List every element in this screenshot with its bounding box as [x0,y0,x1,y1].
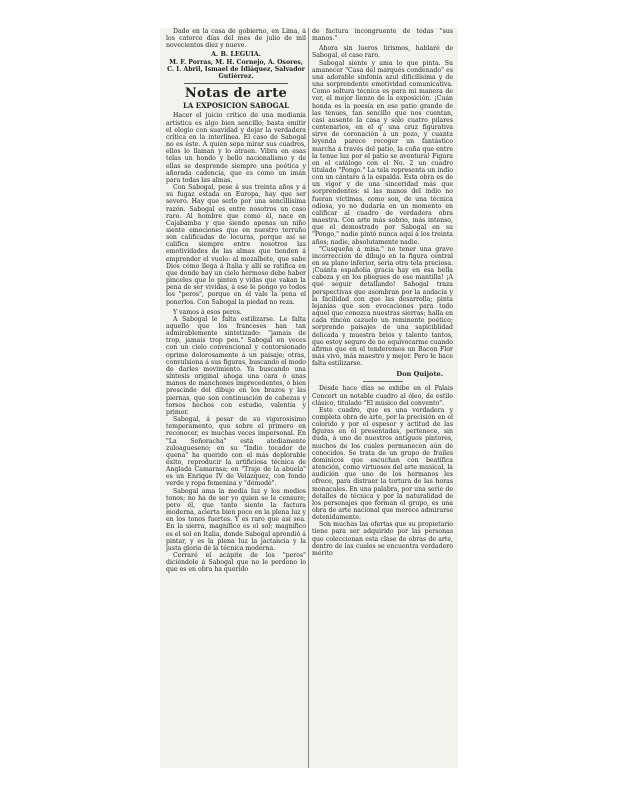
article-paragraph: Hacer el juicio crítico de una mediania artística es algo bien sencillo; basta emitir el elogio con suavidad y dejar la verdadera crítica en la interlínea. El caso de Sabogal no es éste. A quien sepa mirar sus cuadros, ellos lo llaman y lo atraen. Vibra en esas telas un hondo y bello nacionalismo y de ellas se desprende siempre una poética y añorada cadencia, que es como un imán para todas las almas. [166,112,306,184]
article-paragraph: de factura incongruente de todas "sus manos." [312,28,453,43]
section-divider [363,381,403,382]
right-column [312,28,453,768]
left-column [166,28,306,768]
article-paragraph: Desde hace días se exhibe en el Palais Concert un notable cuadro al óleo, de estilo clásico, titulado "El músico del convento". [312,385,453,407]
decree-signature: A. B. LEGUIA. [211,50,261,59]
article-paragraph: Con Sabogal, pese á sus treinta años y á su fugaz estada en Europa, hay que ser severo. Hay que serlo por una sencillísima razón. Sabogal es entre nosotros un caso raro. Al hombre que como él, nace en Cajabamba y que siendo apenas un niño siente emociones que en nuestro terruño son calificadas de locuras, porque así se califica siempre entre nosotros las emotividades de las almas que tienden á emprender el vuelo: al mozalbete, que sabe Dios cómo llega á Italia y allí se ratifica en que donde hay un cielo hermoso debe haber pinceles que lo pinten y vidas que vakan la pena de ser vividas, á ese le pongo yo todos los "peros", porque en él vale la pena el ponerlos. Con Sabogal la piedad no reza. [166,184,306,306]
decree-cosigners: M. F. Porras, M. H. Cornejo, A. Osores, C. I. Abril, Ismael de Idiáquez, Salvador Gutiérrez. [167,58,305,81]
decree-closing: Dado en la casa de gobierno, en Lima, á los catorce días del mes de julio de mil novecientos diez y nueve. [166,28,306,50]
article-paragraph: Sabogal siente y ama lo que pinta. Su amanecer "Casa del marqués condenado" es una adorable sinfonía azul dificilísima y de una sorprendente emotividad comunicativa. Como soltura técnica es para mi manera de ver, el mejor lienzo de la exposición. ¡Cuán honda es la poesía en ese patio grande de las tenues, tan sencillo que nos cuentan, casi ausente la casa y solo cuatro pilares centenarios, en el q' una cruz figurativa sirve de coronación á un pozo, y cuanta leyenda parece recoger un fantástico marcha á través del patio, la cuña que entre la tenue luz por el patio se aventura! Figura en el catálogo con el No. 2 un cuadro titulado "Pongo." La tela representa un indio con un cántaro á la espalda. Esta obra es de un vigor y de una sinceridad más que sorprendentes: si las manos del indio no fueran víctimas, como son, de una técnica odiosa, yo no dudaría en un momento en calificar al cuadro de verdadera obra maestra. Con arte más sobrio, más intenso, que el demostrado por Sabogal en su "Pongo," nadie pintó nunca aquí á los treinta años; nadie, absolutamente nadie. [312,59,453,246]
article-paragraph: Ahora sin lueros lirismos, hablaré de Sabogal, el caso raro. [312,45,453,60]
article-paragraph: Sabogal ama la media luz y los medios tonos; no ha de ser yo quien se le censure; pero él, que tanto siente la factura moderna, acierta bien poco en la plena luz y en los tonos fuertes. Y es raro que así sea. En la sierra, magnífico es el sol; magnífico es el sol en Italia, donde Sabogal aprendió á pintar, y es la plena luz la jactancia y la justa gloria de la técnica moderna. [166,487,306,552]
article-paragraph: Son muchas las ofertas que su propietario tiene para ser adquirido por las personas que coleccionan esta clase de obras de arte, dentro de las cuales se encuentra verdadero mérito [312,521,453,557]
article-paragraph: Sabogal, á pesar de su vigorosísimo temperamento, que sobre el primero en reconocer, es muchas veces impersonal. En "La Señoracha" está atediamente zuloagueseno; en su "Indio tocador de quena" ha querido con el más deplorable éxito, reproducir la artificiosa técnica de Anglada Camarasa; en "Traje de la abuela" es un Enrique IV de Velázquez, con fondo verde y ropa femenina y "démodé". [166,416,306,488]
author-signature: Don Quijote. [396,370,443,379]
article-title: Notas de arte [184,86,288,102]
article-paragraph: A Sabogal le falta estilizarse. Le falta aquello que los franceses han tan admirablemente sintetizado: "jamais de trop, jamais trop peu." Sabogal en veces con un cielo convencional y contorsionado oprime dolorosamente á un paisaje; otras, convulsiona á sus figuras, buscando el modo de darles movimiento. Ya buscando una síntesis original ahoga una cara ó unas manos de manchones imprecedentes, ó bien prescinde del dibujo en los brazos y las piernas, que son continuación de cabezas y torsos hechos con estudio, valentía y primor. [166,315,306,416]
article-paragraph: Cerraré el acápite de los "peros" diciéndole á Sabogal que no le perdono lo que es en obra ha querido [166,552,306,574]
article-paragraph: Y vamos á esos peros. [173,308,242,316]
section-divider [184,83,288,84]
column-rule [308,28,309,768]
newspaper-clipping [160,28,458,768]
article-paragraph: "Cusqueña á misa." no tener una grave incorrección de dibujo en la figura central en su plano inferior, sería otra tela preciosa. ¡Cuánta españolía gracia hay en esa bella cabeza y en los pliegues de ese mantilla! ¡A qué seguir detallando! Sabogal traza perspectivas que asombran por la audacia y la facilidad con que las desarrolla; pinta lejanías que son evocaciones para todo aquel que conozca nuestras sierras; halla en cada rincón cazuelo un reminente poético; sorprende paisajes de una sapiciblidad delicada y muestra brios y talento tantos, que estoy seguro de no equivocarme cuando afirmo que en el tenderemos un Bacon Flor más vivo, más maestro y mejor. Pero le hace falta estilizarse. [312,245,453,368]
article-paragraph: Este cuadro, que es una verdadera y completa obra de arte, por la precisión en el colorido y por el espesor y actitud de las figuras en él presentadas, pertenece, sin duda, á uno de nuestros antiguos pintores, muchos de los cuales permanecen aún de conocidos. Se trata de un grupo de frailes dominicos que escuchan con beatífica atención, como virtuosos del arte musical, la audición que uno de los hermanos les ofrece, para distraer la tortura de las horas monacales. En una palabra, por una serie de detalles de técnica y por la naturalidad de los personajes que forman el grupo, es una obra de arte nacional que merece admirarse detenidamente. [312,406,453,522]
article-subtitle: LA EXPOSICION SABOGAL [183,101,289,111]
